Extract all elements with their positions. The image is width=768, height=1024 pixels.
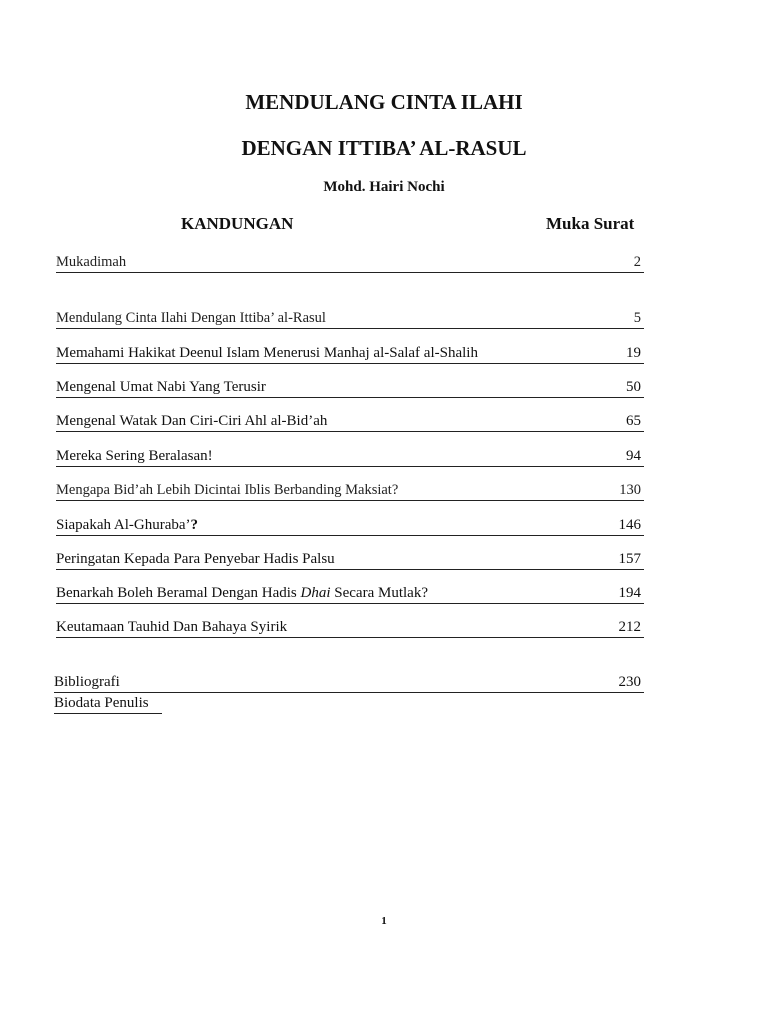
toc-entry-label: [56, 584, 428, 602]
toc-entry-hadis-dhai[interactable]: [56, 583, 644, 604]
toc-entry-al-ghuraba[interactable]: [56, 515, 644, 536]
toc-entry-label: Mengapa Bid’ah Lebih Dicintai Iblis Berbanding Maksiat?: [56, 482, 399, 498]
toc-entry-mendulang-cinta[interactable]: [56, 308, 644, 329]
toc-entry-biodata[interactable]: [54, 693, 162, 714]
toc-entry-label: Mukadimah: [56, 254, 127, 270]
toc-entry-bidah-iblis[interactable]: [56, 480, 644, 501]
toc-entry-page: 230: [618, 674, 641, 690]
toc-entry-page: 65: [626, 413, 641, 429]
toc-entry-label-italic: Dhai: [300, 585, 331, 601]
toc-entry-beralasan[interactable]: [56, 446, 644, 467]
toc-entry-page: 5: [633, 310, 641, 326]
toc-entry-page: 146: [618, 517, 641, 533]
toc-entry-page: 194: [618, 585, 641, 601]
page-number: 1: [381, 915, 387, 927]
toc-entry-label: Mengenal Watak Dan Ciri-Ciri Ahl al-Bid’ah: [56, 413, 328, 429]
page-column-heading: Muka Surat: [546, 214, 635, 233]
toc-entry-label: Peringatan Kepada Para Penyebar Hadis Palsu: [56, 551, 335, 567]
toc-entry-label-suffix: ?: [190, 517, 199, 533]
toc-entry-page: 50: [626, 379, 641, 395]
toc-entry-label: Bibliografi: [54, 674, 120, 690]
toc-entry-page: 2: [633, 254, 641, 270]
toc-entry-page: 130: [619, 482, 641, 498]
toc-entry-memahami-hakikat[interactable]: [56, 343, 644, 364]
toc-entry-label: [56, 516, 198, 534]
toc-entry-page: 19: [626, 345, 641, 361]
toc-entry-label-text: Siapakah Al-Ghuraba’: [56, 517, 191, 533]
toc-entry-tauhid-syirik[interactable]: [56, 617, 644, 638]
author-name: Mohd. Hairi Nochi: [323, 179, 445, 195]
toc-entry-label-post: Secara Mutlak?: [330, 585, 428, 601]
toc-entry-page: 157: [618, 551, 641, 567]
toc-entry-label: Mendulang Cinta Ilahi Dengan Ittiba’ al-Rasul: [56, 310, 326, 326]
toc-entry-page: 212: [618, 619, 641, 635]
toc-entry-label: Biodata Penulis: [54, 695, 149, 711]
book-title-line-1: MENDULANG CINTA ILAHI: [245, 90, 523, 114]
toc-entry-page: 94: [626, 448, 641, 464]
toc-entry-umat-nabi[interactable]: [56, 377, 644, 398]
toc-entry-ahl-bidah[interactable]: [56, 411, 644, 432]
toc-entry-label: Mereka Sering Beralasan!: [56, 448, 213, 464]
toc-entry-label: Memahami Hakikat Deenul Islam Menerusi Manhaj al-Salaf al-Shalih: [56, 345, 478, 361]
toc-entry-mukadimah[interactable]: [56, 252, 644, 273]
contents-heading: KANDUNGAN: [181, 214, 294, 233]
toc-entry-label: Keutamaan Tauhid Dan Bahaya Syirik: [56, 619, 288, 635]
toc-entry-label-pre: Benarkah Boleh Beramal Dengan Hadis: [56, 585, 301, 601]
toc-entry-bibliografi[interactable]: [54, 672, 644, 693]
book-title-line-2: DENGAN ITTIBA’ AL-RASUL: [241, 136, 527, 160]
toc-entry-label: Mengenal Umat Nabi Yang Terusir: [56, 379, 266, 395]
toc-entry-hadis-palsu[interactable]: [56, 549, 644, 570]
